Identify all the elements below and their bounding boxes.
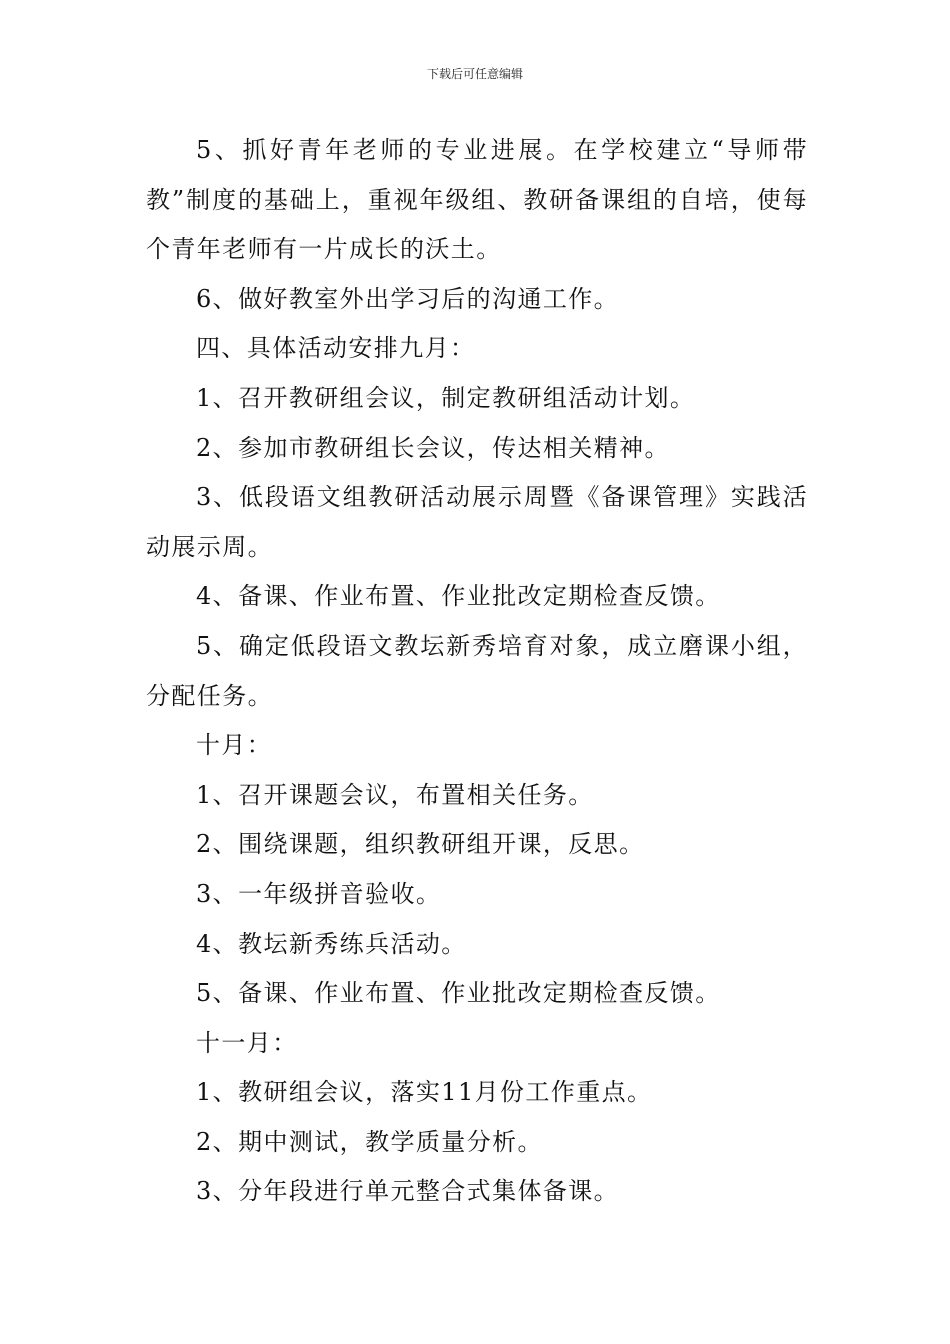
header-note: 下载后可任意编辑 xyxy=(426,67,523,81)
list-item: 2、期中测试，教学质量分析。 xyxy=(196,1127,543,1156)
list-item: 2、围绕课题，组织教研组开课，反思。 xyxy=(196,830,645,859)
list-item: 5、确定低段语文教坛新秀培育对象，成立磨课小组，分配任务。 xyxy=(146,631,808,710)
list-item: 4、备课、作业布置、作业批改定期检查反馈。 xyxy=(196,582,721,611)
list-item: 5、备课、作业布置、作业批改定期检查反馈。 xyxy=(196,979,721,1008)
list-item: 3、一年级拼音验收。 xyxy=(196,879,442,908)
heading-activity-schedule: 四、具体活动安排九月： xyxy=(196,334,476,363)
list-item: 2、参加市教研组长会议，传达相关精神。 xyxy=(196,433,670,462)
list-item: 3、低段语文组教研活动展示周暨《备课管理》实践活动展示周。 xyxy=(146,483,808,561)
list-item: 1、召开课题会议，布置相关任务。 xyxy=(196,780,594,809)
document-body xyxy=(146,126,808,1217)
paragraph-mentoring: 5、抓好青年老师的专业进展。在学校建立“导师带教”制度的基础上，重视年级组、教研备课组的自培，使每个青年老师有一片成长的沃土。 xyxy=(146,136,808,264)
heading-october: 十月： xyxy=(196,731,273,760)
paragraph-communication: 6、做好教室外出学习后的沟通工作。 xyxy=(196,284,620,313)
heading-november: 十一月： xyxy=(196,1028,298,1057)
list-item: 1、教研组会议，落实11月份工作重点。 xyxy=(196,1078,653,1107)
list-item: 3、分年段进行单元整合式集体备课。 xyxy=(196,1177,620,1206)
list-item: 4、教坛新秀练兵活动。 xyxy=(196,929,467,958)
list-item: 1、召开教研组会议，制定教研组活动计划。 xyxy=(196,383,696,412)
